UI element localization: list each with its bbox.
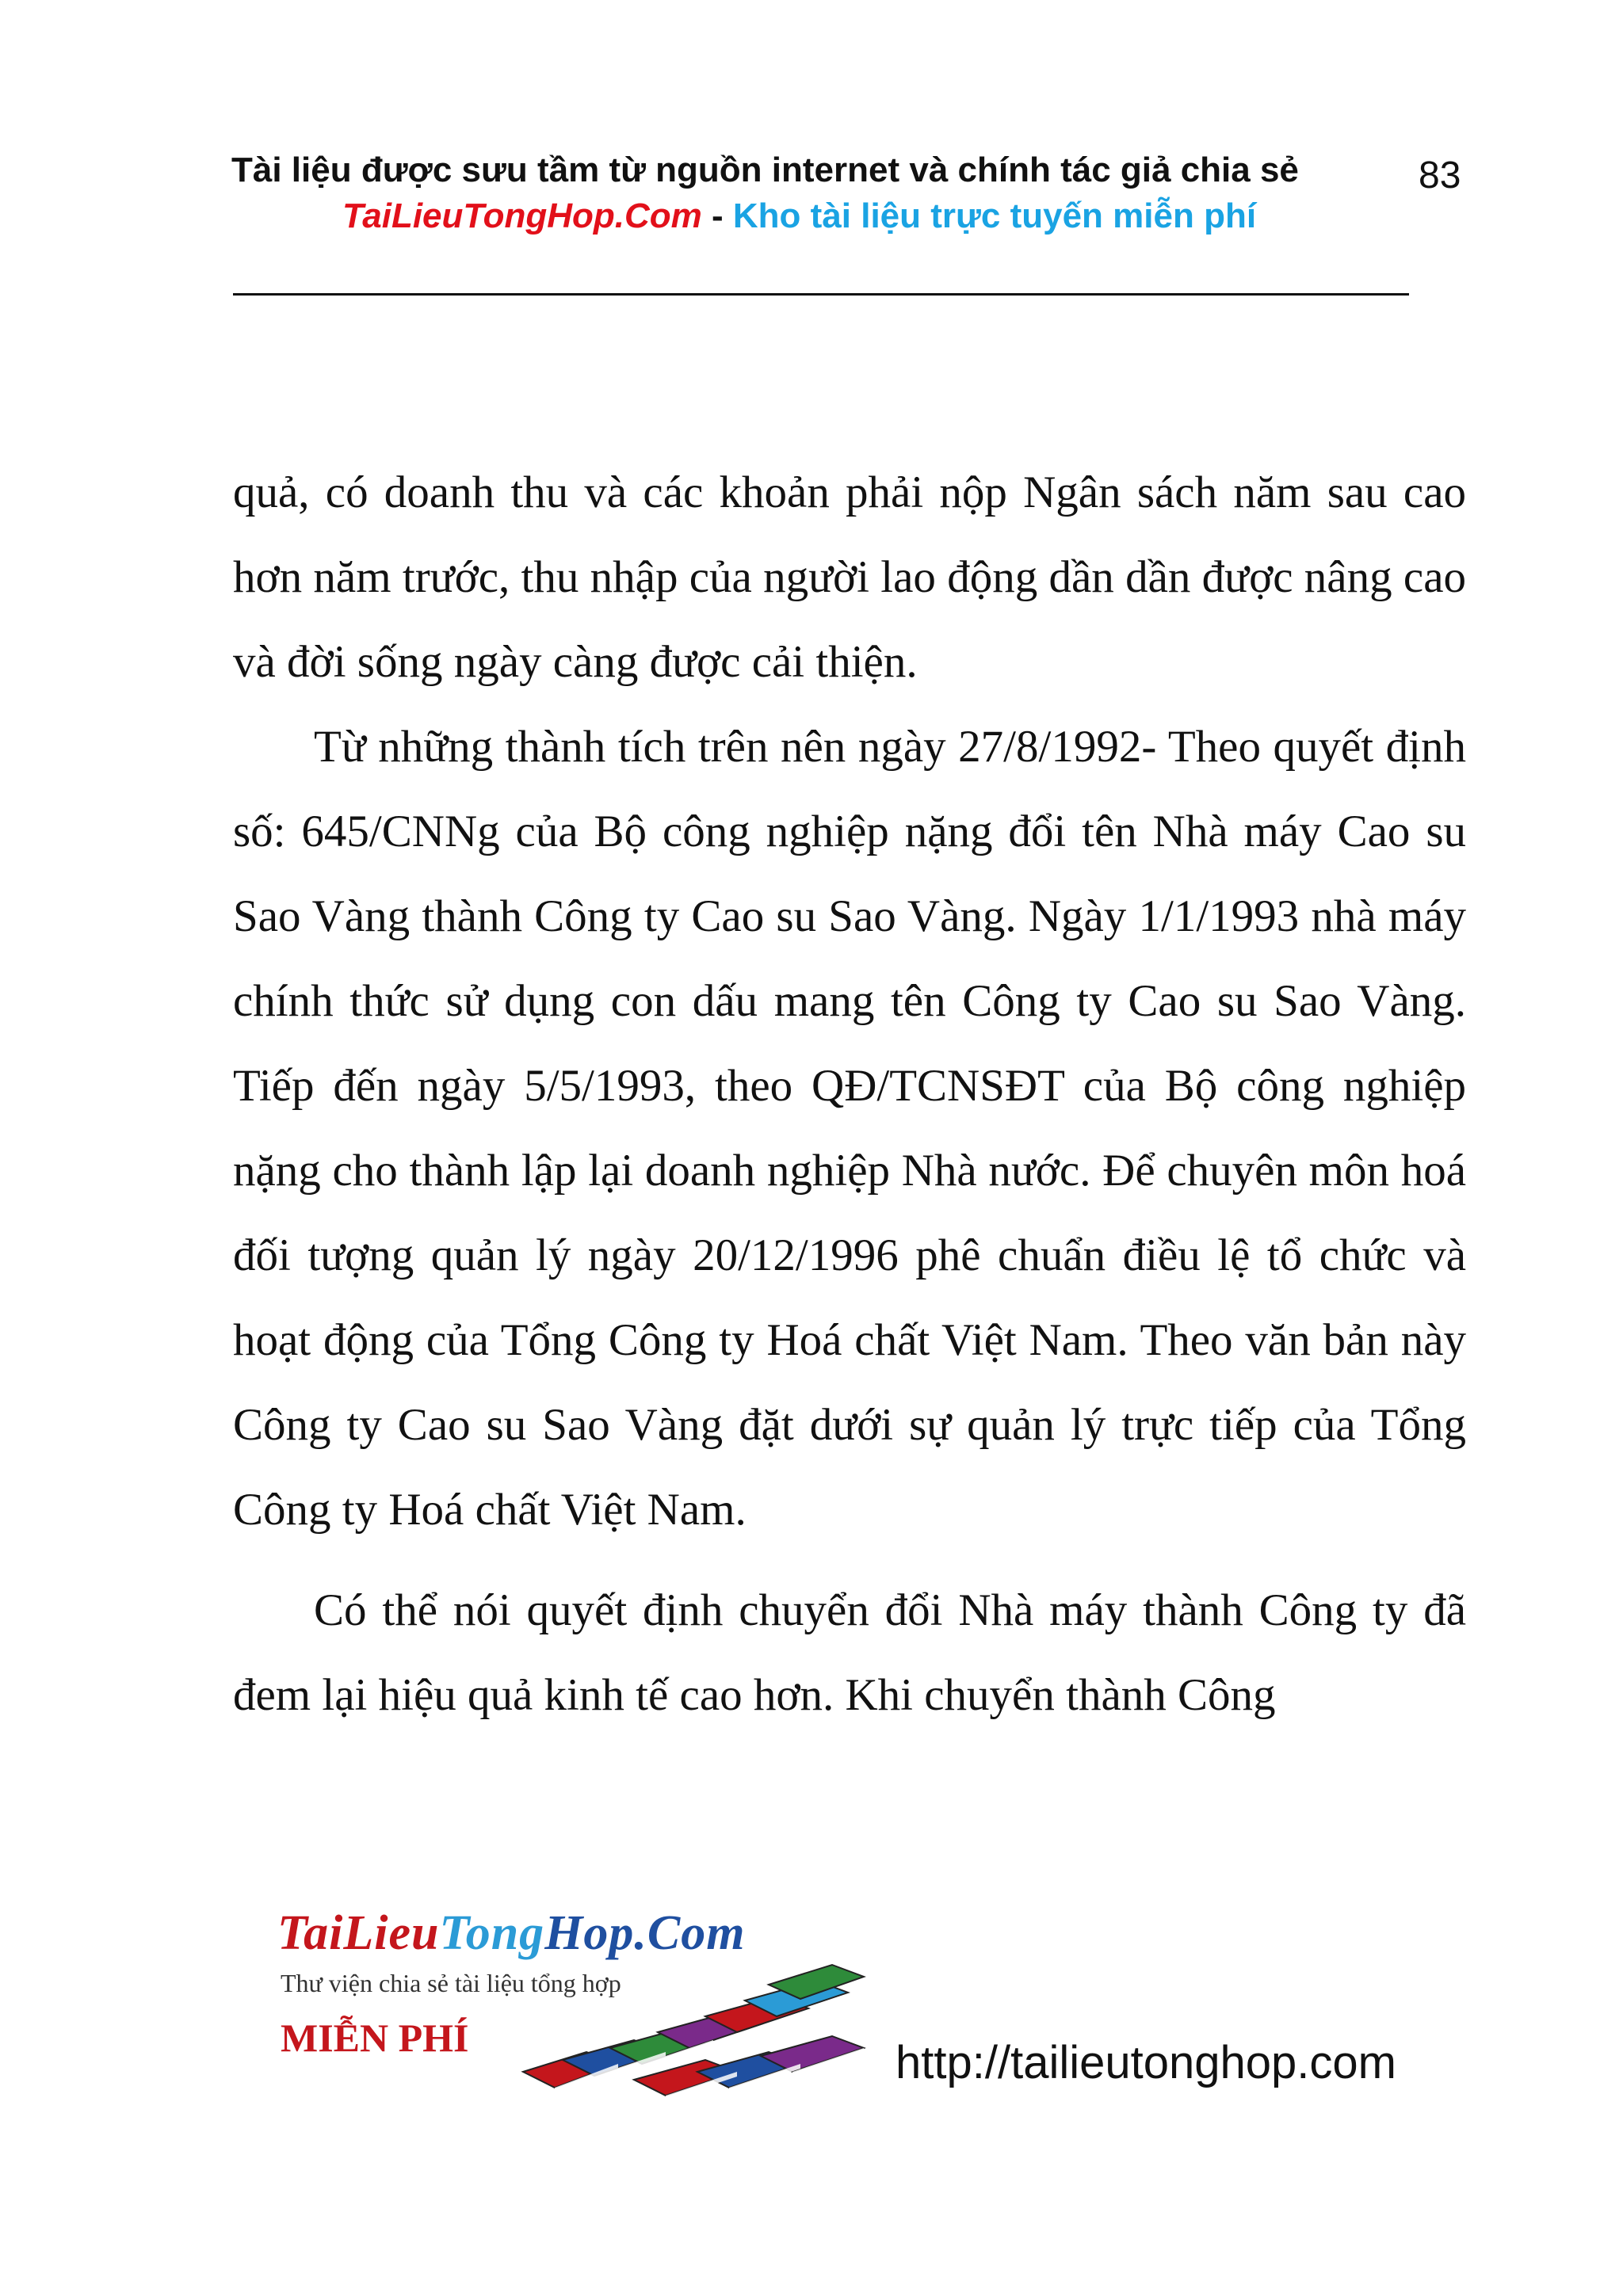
- logo-title-part-c: Hop.Com: [544, 1906, 746, 1960]
- paragraph-1: quả, có doanh thu và các khoản phải nộp Ngân sách năm sau cao hơn năm trước, thu nhập của người lao động dần dần được nâng cao và đời sống ngày càng được cải thiện.: [233, 467, 1466, 687]
- logo-free-label: MIỄN PHÍ: [281, 2016, 469, 2060]
- header-subtitle: [342, 196, 1256, 236]
- header-brand: TaiLieuTongHop.Com: [342, 196, 702, 235]
- books-icon: [515, 1953, 888, 2111]
- paragraph-2: Từ những thành tích trên nên ngày 27/8/1992- Theo quyết định số: 645/CNNg của Bộ công nghiệp nặng đổi tên Nhà máy Cao su Sao Vàng thành Công ty Cao su Sao Vàng. Ngày 1/1/1993 nhà máy chính thức sử dụng con dấu mang tên Công ty Cao su Sao Vàng. Tiếp đến ngày 5/5/1993, theo QĐ/TCNSĐT của Bộ công nghiệp nặng cho thành lập lại doanh nghiệp Nhà nước. Để chuyên môn hoá đối tượng quản lý ngày 20/12/1996 phê chuẩn điều lệ tổ chức và hoạt động của Tổng Công ty Hoá chất Việt Nam. Theo văn bản này Công ty Cao su Sao Vàng đặt dưới sự quản lý trực tiếp của Tổng Công ty Hoá chất Việt Nam.: [233, 722, 1466, 1535]
- logo-title-part-a: TaiLieu: [277, 1906, 440, 1960]
- header-title: Tài liệu được sưu tầm từ nguồn internet và chính tác giả chia sẻ: [231, 151, 1299, 189]
- body-text: [233, 450, 1466, 1737]
- page-number: 83: [1419, 154, 1461, 196]
- footer-logo: [277, 1905, 880, 2111]
- header-divider: [233, 293, 1409, 296]
- footer-url[interactable]: http://tailieutonghop.com: [896, 2037, 1396, 2088]
- header-tagline: Kho tài liệu trực tuyến miễn phí: [732, 196, 1257, 235]
- logo-title-part-b: Tong: [439, 1906, 545, 1960]
- paragraph-3: Có thể nói quyết định chuyển đổi Nhà máy thành Công ty đã đem lại hiệu quả kinh tế cao hơn. Khi chuyển thành Công: [233, 1585, 1466, 1720]
- logo-subtitle: Thư viện chia sẻ tài liệu tổng hợp: [281, 1969, 621, 1997]
- header-separator: -: [701, 196, 733, 235]
